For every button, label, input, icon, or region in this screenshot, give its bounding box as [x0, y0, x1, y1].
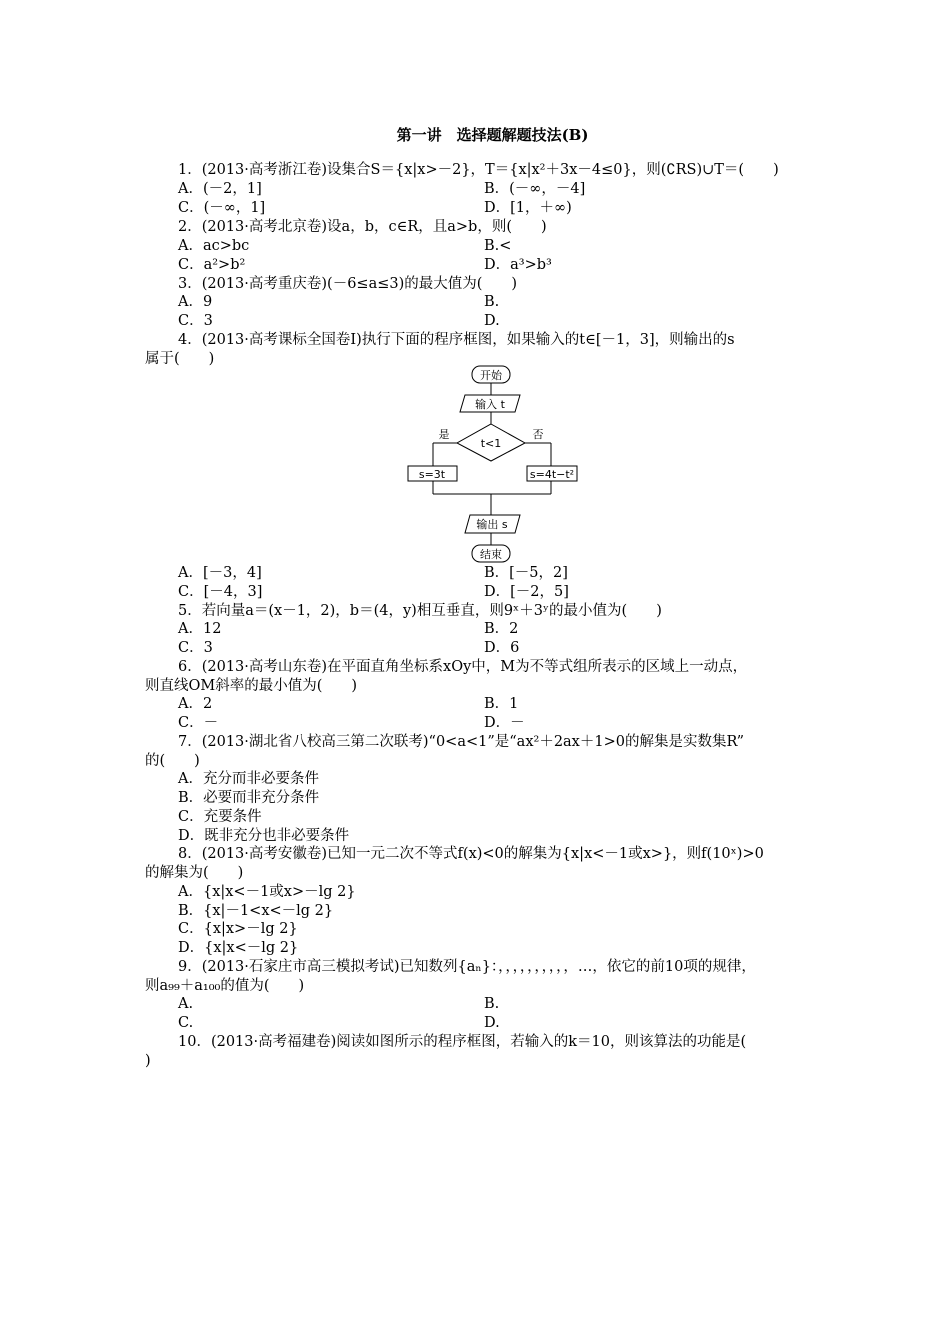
text-line: B．[－5，2]	[484, 565, 568, 581]
text-line: 1．(2013·高考浙江卷)设集合S＝{x|x>－2}，T＝{x|x²＋3x－4≤0}，则(∁RS)∪T＝( )	[178, 162, 779, 178]
text-line: C．3	[178, 640, 213, 656]
text-line: C．(－∞，1]	[178, 200, 266, 216]
text-line: A.	[178, 996, 194, 1012]
flow-output-label: 输出 s	[476, 518, 508, 531]
text-line: 6．(2013·高考山东卷)在平面直角坐标系xOy中，M为不等式组所表示的区域上一动点，	[178, 659, 748, 675]
text-line: 9．(2013·石家庄市高三模拟考试)已知数列{aₙ}：，，，，，，，，，，…，依它的前10项的规律，	[178, 959, 756, 975]
text-line: 的( )	[145, 753, 200, 769]
text-line: C．[－4，3]	[178, 584, 263, 600]
text-line: C．充要条件	[178, 809, 262, 825]
text-line: D．[1，＋∞)	[484, 200, 572, 216]
text-line: B.	[484, 294, 500, 310]
text-line: A．12	[178, 621, 222, 637]
text-line: D．[－2，5]	[484, 584, 569, 600]
flow-input-label: 输入 t	[475, 398, 505, 411]
text-line: B．必要而非充分条件	[178, 790, 320, 806]
text-line: A．{x|x<－1或x>－lg 2}	[178, 884, 356, 900]
text-line: C．3	[178, 313, 213, 329]
text-line: C．{x|x>－lg 2}	[178, 921, 298, 937]
text-line: C.	[178, 1015, 194, 1031]
text-line: D．a³>b³	[484, 257, 552, 273]
text-line: D．既非充分也非必要条件	[178, 828, 350, 844]
text-line: 5．若向量a＝(x－1，2)，b＝(4，y)相互垂直，则9ˣ＋3ʸ的最小值为( )	[178, 603, 662, 619]
text-line: C．－	[178, 715, 219, 731]
program-flowchart	[400, 364, 590, 564]
text-line: 则a₉₉＋a₁₀₀的值为( )	[145, 978, 305, 994]
flow-condition-label: t<1	[480, 437, 502, 450]
text-line: B．{x|－1<x<－lg 2}	[178, 903, 334, 919]
text-line: 4．(2013·高考课标全国卷Ⅰ)执行下面的程序框图，如果输入的t∈[－1，3]，则输出的s	[178, 332, 735, 348]
text-line: D．6	[484, 640, 520, 656]
text-line: 7．(2013·湖北省八校高三第二次联考)“0<a<1”是“ax²＋2ax＋1>0的解集是实数集R”	[178, 734, 745, 750]
text-line: A．[－3，4]	[178, 565, 262, 581]
text-line: C．a²>b²	[178, 257, 246, 273]
text-line: 2．(2013·高考北京卷)设a，b，c∈R，且a>b，则( )	[178, 219, 547, 235]
flow-yes-label: 是	[438, 428, 450, 441]
text-line: D.	[484, 313, 500, 329]
flow-no-label: 否	[532, 428, 544, 441]
text-line: B．(－∞，－4]	[484, 181, 586, 197]
text-line: A．ac>bc	[178, 238, 250, 254]
text-line: D．{x|x<－lg 2}	[178, 940, 299, 956]
text-line: )	[145, 1053, 151, 1069]
flow-end-label: 结束	[480, 548, 502, 561]
text-line: B.	[484, 996, 500, 1012]
flow-left-assign-label: s=3t	[418, 468, 446, 481]
text-line: 属于( )	[145, 351, 215, 367]
text-line: A．2	[178, 696, 213, 712]
text-line: A．(－2，1]	[178, 181, 262, 197]
text-line: 的解集为( )	[145, 865, 244, 881]
text-line: 3．(2013·高考重庆卷)(－6≤a≤3)的最大值为( )	[178, 276, 518, 292]
text-line: D．－	[484, 715, 525, 731]
text-line: D.	[484, 1015, 500, 1031]
flow-start-label: 开始	[480, 369, 502, 382]
flow-right-assign-label: s=4t−t²	[529, 468, 575, 481]
text-line: B.<	[484, 238, 512, 254]
text-line: B．2	[484, 621, 519, 637]
text-line: 10．(2013·高考福建卷)阅读如图所示的程序框图，若输入的k＝10，则该算法的功能是(	[178, 1034, 747, 1050]
text-line: B．1	[484, 696, 519, 712]
page-title: 第一讲 选择题解题技法(B)	[396, 126, 589, 144]
text-line: 则直线OM斜率的最小值为( )	[145, 678, 358, 694]
text-line: 8．(2013·高考安徽卷)已知一元二次不等式f(x)<0的解集为{x|x<－1或x>}，则f(10ˣ)>0	[178, 846, 764, 862]
text-line: A．充分而非必要条件	[178, 771, 319, 787]
text-line: A．9	[178, 294, 213, 310]
